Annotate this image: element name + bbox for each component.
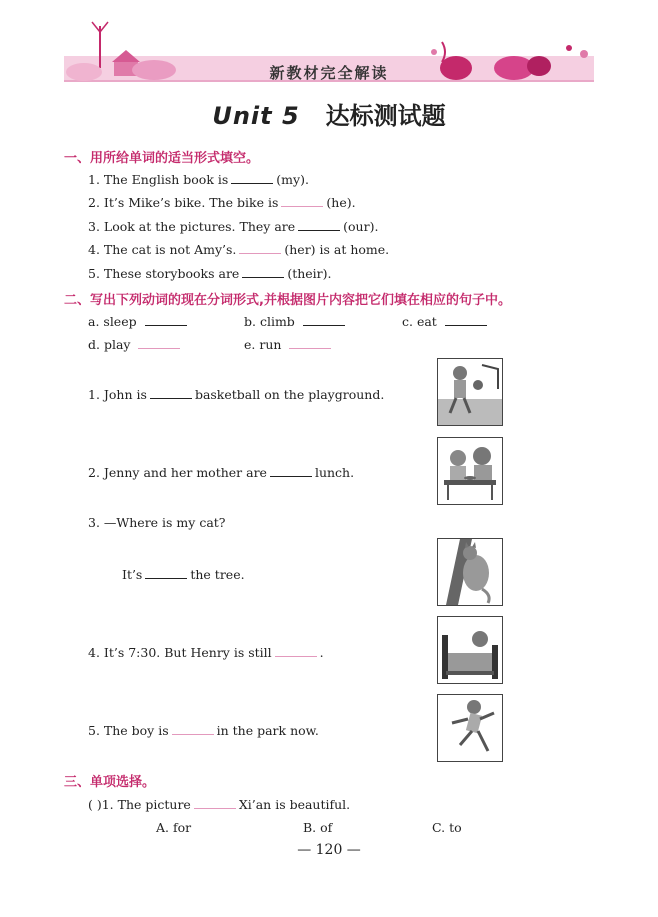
verb-c [402, 313, 490, 329]
verb-e [244, 336, 334, 352]
s2-question-5 [88, 722, 319, 738]
option-a[interactable]: A. for [156, 820, 192, 835]
s1-q5-text: 5. These storybooks are [88, 266, 240, 281]
answer-blank[interactable] [150, 386, 192, 399]
s2-question-1 [88, 386, 384, 402]
option-c[interactable]: C. to [432, 820, 462, 835]
s2-q4-text: 4. It’s 7:30. But Henry is still [88, 645, 272, 660]
answer-blank[interactable] [172, 722, 214, 735]
page-number: — 120 — [297, 842, 361, 858]
answer-blank[interactable] [194, 796, 236, 809]
s1-question-1 [88, 171, 309, 187]
verb-c-label: c. eat [402, 314, 437, 329]
s2-q4-tail: . [319, 645, 324, 660]
s1-q2-hint: (he). [326, 195, 356, 210]
verb-b-label: b. climb [244, 314, 295, 329]
page-title [0, 96, 658, 131]
s2-q2-tail: lunch. [314, 465, 355, 480]
s1-q1-hint: (my). [276, 172, 309, 187]
basketball-picture [437, 358, 503, 426]
answer-blank[interactable] [138, 336, 180, 349]
verb-d [88, 336, 183, 352]
answer-blank[interactable] [303, 313, 345, 326]
s1-q5-hint: (their). [287, 266, 332, 281]
answer-blank[interactable] [289, 336, 331, 349]
s2-q5-tail: in the park now. [216, 723, 319, 738]
s3-q1-tail: Xi’an is beautiful. [238, 797, 351, 812]
sleeping-picture [437, 616, 503, 684]
unit-title: Unit 5 [212, 102, 300, 130]
answer-blank[interactable] [145, 566, 187, 579]
answer-blank[interactable] [275, 644, 317, 657]
option-b[interactable]: B. of [303, 820, 333, 835]
answer-blank[interactable] [239, 241, 281, 254]
s1-q1-text: 1. The English book is [88, 172, 229, 187]
answer-blank[interactable] [145, 313, 187, 326]
s2-q2-text: 2. Jenny and her mother are [88, 465, 267, 480]
boy-playing-basketball-image [438, 359, 502, 425]
s2-q3-text: It’s [122, 567, 143, 582]
s2-question-3-answer [122, 566, 245, 582]
s1-question-5 [88, 265, 331, 281]
s3-q1-text: ( )1. The picture [88, 797, 191, 812]
answer-blank[interactable] [445, 313, 487, 326]
running-picture [437, 694, 503, 762]
s1-question-2 [88, 194, 356, 210]
test-title: 达标测试题 [325, 101, 446, 130]
answer-blank[interactable] [270, 464, 312, 477]
s1-q3-text: 3. Look at the pictures. They are [88, 219, 296, 234]
section3-heading: 三、单项选择。 [64, 775, 156, 790]
s2-question-4 [88, 644, 324, 660]
cat-climbing-tree-image [438, 539, 502, 605]
s1-q2-text: 2. It’s Mike’s bike. The bike is [88, 195, 279, 210]
verb-d-label: d. play [88, 337, 131, 352]
s2-q5-text: 5. The boy is [88, 723, 169, 738]
s1-q4-text: 4. The cat is not Amy’s. [88, 242, 237, 257]
answer-blank[interactable] [281, 194, 323, 207]
verb-a-label: a. sleep [88, 314, 137, 329]
header-title: 新教材完全解读 [269, 64, 389, 82]
verb-e-label: e. run [244, 337, 282, 352]
s2-q1-tail: basketball on the playground. [194, 387, 385, 402]
answer-blank[interactable] [242, 265, 284, 278]
cat-picture [437, 538, 503, 606]
s2-question-3: 3. —Where is my cat? [88, 515, 226, 530]
page-header [64, 18, 594, 82]
s2-q1-text: 1. John is [88, 387, 147, 402]
verb-b [244, 313, 348, 329]
s1-question-4 [88, 241, 389, 257]
answer-blank[interactable] [231, 171, 273, 184]
verb-a [88, 313, 190, 329]
girl-and-mother-eating-image [438, 438, 502, 504]
s2-question-2 [88, 464, 354, 480]
lunch-picture [437, 437, 503, 505]
s1-q3-hint: (our). [343, 219, 379, 234]
answer-blank[interactable] [298, 218, 340, 231]
s1-question-3 [88, 218, 378, 234]
s1-q4-hint: (her) is at home. [284, 242, 390, 257]
s2-q3-tail: the tree. [190, 567, 245, 582]
boy-running-image [438, 695, 502, 761]
section2-heading: 二、写出下列动词的现在分词形式,并根据图片内容把它们填在相应的句子中。 [64, 293, 511, 308]
section1-heading: 一、用所给单词的适当形式填空。 [64, 151, 260, 166]
s3-question-1 [88, 796, 350, 812]
boy-sleeping-in-bed-image [438, 617, 502, 683]
